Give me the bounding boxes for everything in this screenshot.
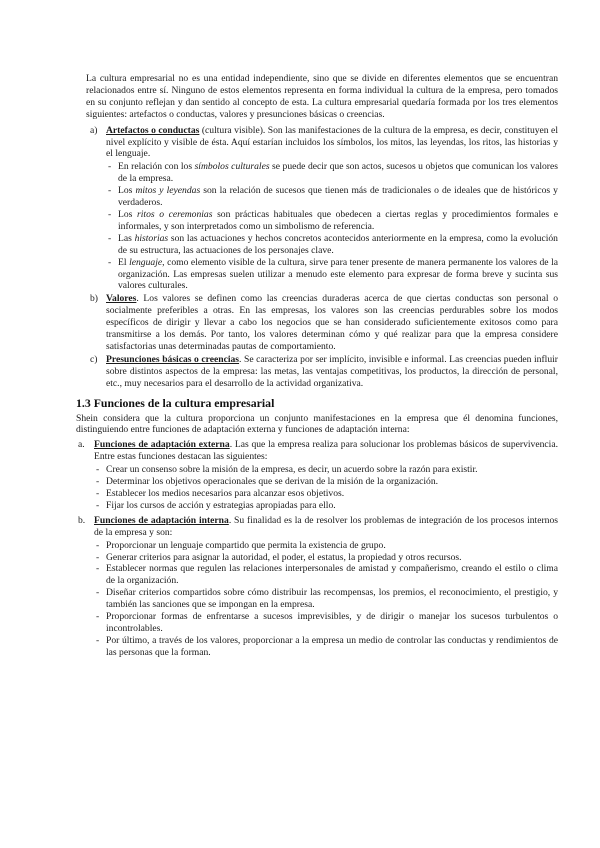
list-item [106,257,558,293]
internal-sublist [94,540,558,659]
subitem-text: El [118,256,130,268]
subitem-text: Establecer normas que regulen las relaciones interpersonales de amistad y compañerismo, creando el estilo o clima de la organización. [106,563,558,587]
subitem-text: Generar criterios para asignar la autoridad, el poder, el estatus, la propiedad y otros recursos. [106,551,462,563]
list-item [94,488,558,500]
subitem-text: Las [118,232,135,244]
external-sublist [94,464,558,512]
list-marker: a. [78,439,85,451]
subitem-emphasis: símbolos culturales [194,161,270,173]
subitem-text: Fijar los cursos de acción y estrategias apropiadas para ello. [106,499,336,511]
section-intro: Shein considera que la cultura proporciona un conjunto manifestaciones en la empresa que él denomina funciones, distinguiendo entre funciones de adaptación externa y funciones de adaptación interna: [76,412,558,436]
list-item [106,233,558,257]
dash-marker: - [108,256,112,268]
list-marker: b) [90,293,98,305]
dash-marker: - [96,539,100,551]
functions-section [76,413,558,659]
list-item [106,209,558,233]
subitem-text: se puede decir que son actos, sucesos u objetos que comunican los valores de la empresa. [118,161,558,185]
dash-marker: - [96,476,100,488]
list-item [94,540,558,552]
dash-marker: - [108,161,112,173]
list-item [94,464,558,476]
section-heading: 1.3 Funciones de la cultura empresarial [76,395,275,410]
subitem-text: Determinar los objetivos operacionales que se derivan de la misión de la organización. [106,476,439,488]
function-internal [76,515,558,659]
intro-paragraph: La cultura empresarial no es una entidad independiente, sino que se divide en diferentes elementos que se encuentran relacionados entre sí. Ninguno de estos elementos representa en forma individual la cultura de la empresa, pero tomados en su conjunto reflejan y dan sentido al concepto de esta. La cultura empresarial quedaría formada por los tres elementos siguientes: artefactos o conductas, valores y presunciones básicas o creencias. [86,73,558,120]
term-artefactos: Artefactos o conductas [106,124,200,136]
subitem-emphasis: ritos o ceremonias [137,208,213,220]
dash-marker: - [96,464,100,476]
dash-marker: - [108,232,112,244]
dash-marker: - [96,499,100,511]
list-item [106,185,558,209]
list-marker: b. [78,514,86,526]
list-item [94,500,558,512]
subitem-emphasis: lenguaje [129,256,163,268]
list-item [94,563,558,587]
list-item [94,476,558,488]
list-item [94,635,558,659]
dash-marker: - [96,587,100,599]
function-external [76,439,558,511]
dash-marker: - [96,634,100,646]
function-text: . Su finalidad es la de resolver los problemas de integración de los procesos internos de la empresa y son: [94,514,559,538]
dash-marker: - [96,611,100,623]
subitem-text: Establecer los medios necesarios para alcanzar esos objetivos. [106,488,345,499]
subitem-text: son prácticas habituales que obedecen a ciertas reglas y procedimientos formales e informales, y son interpretados como un simbolismo de referencia. [118,208,558,232]
subitem-text: Proporcionar un lenguaje compartido que permita la existencia de grupo. [106,539,386,551]
list-item [94,552,558,564]
dash-marker: - [96,563,100,575]
document-body [76,73,559,660]
element-text: . Los valores se definen como las creencias duraderas acerca de que ciertas conductas son personal o socialmente preferibles a otras. En las empresas, los valores son las creencias perdurables sobre los modos específicos de dirigir y llevar a cabo los negocios que se han considerado suficientemente exitosos como para transmitirse a los demás. Por tanto, los valores determinan cómo y qué realizar para que la empresa considere satisfactorias unas determinadas pautas de comportamiento. [106,293,558,352]
subitem-text: , como elemento visible de la cultura, sirve para tener presente de manera permanente los valores de la organización. Las empresas suelen utilizar a menudo este elemento para expresar de forma breve y sucinta sus valores culturales. [118,256,558,292]
list-marker: a) [90,124,98,136]
term-adaptacion-interna: Funciones de adaptación interna [94,514,229,526]
subitem-emphasis: historias [134,232,169,244]
list-item [94,611,558,635]
dash-marker: - [108,208,112,220]
subitem-text: Diseñar criterios compartidos sobre cómo distribuir las recompensas, los premios, el reconocimiento, el prestigio, y también las sanciones que se impongan en la empresa. [106,587,558,611]
function-text: . Las que la empresa realiza para solucionar los problemas básicos de supervivencia. Entre estas funciones destacan las siguientes: [94,439,558,463]
subitem-text: Por último, a través de los valores, proporcionar a la empresa un medio de controlar las conductas y rendimientos de las personas que la forman. [106,634,558,658]
term-valores: Valores [106,293,137,305]
list-item [94,587,558,611]
subitem-text: Proporcionar formas de enfrentarse a sucesos imprevisibles, y de dirigir o manejar los sucesos turbulentos o incontrolables. [106,611,558,634]
term-adaptacion-externa: Funciones de adaptación externa [94,439,230,451]
subitem-text: Los [118,185,136,197]
element-artefactos [86,125,558,293]
subitem-text: son la relación de sucesos que tienen más de tradicionales o de ideales que de históricos y verdaderos. [118,185,558,209]
subitem-text: son las actuaciones y hechos concretos acontecidos anteriormente en la empresa, como la evolución de su estructura, las actuaciones de los personajes clave. [118,232,558,256]
list-marker: c) [90,353,98,365]
dash-marker: - [96,551,100,563]
subitem-text: En relación con los [118,161,195,173]
subitem-text: Crear un consenso sobre la misión de la empresa, es decir, un acuerdo sobre la razón para existir. [106,464,478,476]
dash-marker: - [108,185,112,197]
subitem-emphasis: mitos y leyendas [135,185,201,197]
dash-marker: - [96,488,100,499]
list-item [106,161,558,185]
artefactos-sublist [106,161,558,292]
culture-elements-list [86,125,558,390]
element-text: (cultura visible). Son las manifestaciones de la cultura de la empresa, es decir, constituyen el nivel explícito y visible de ésta. Aquí estarían incluidos los símbolos, los mitos, las leyendas, los ritos, las historias y el lenguaje. [106,124,558,160]
subitem-text: Los [118,208,137,220]
element-text: . Se caracteriza por ser implícito, invisible e informal. Las creencias pueden influir sobre distintos aspectos de la empresa: las metas, las ventajas competitivas, los productos, la dirección de personal, etc., muy necesarios para el desarrollo de la actividad organizativa. [106,353,558,389]
term-presunciones: Presunciones básicas o creencias [106,353,240,365]
element-valores [86,293,558,353]
element-presunciones [86,354,558,390]
